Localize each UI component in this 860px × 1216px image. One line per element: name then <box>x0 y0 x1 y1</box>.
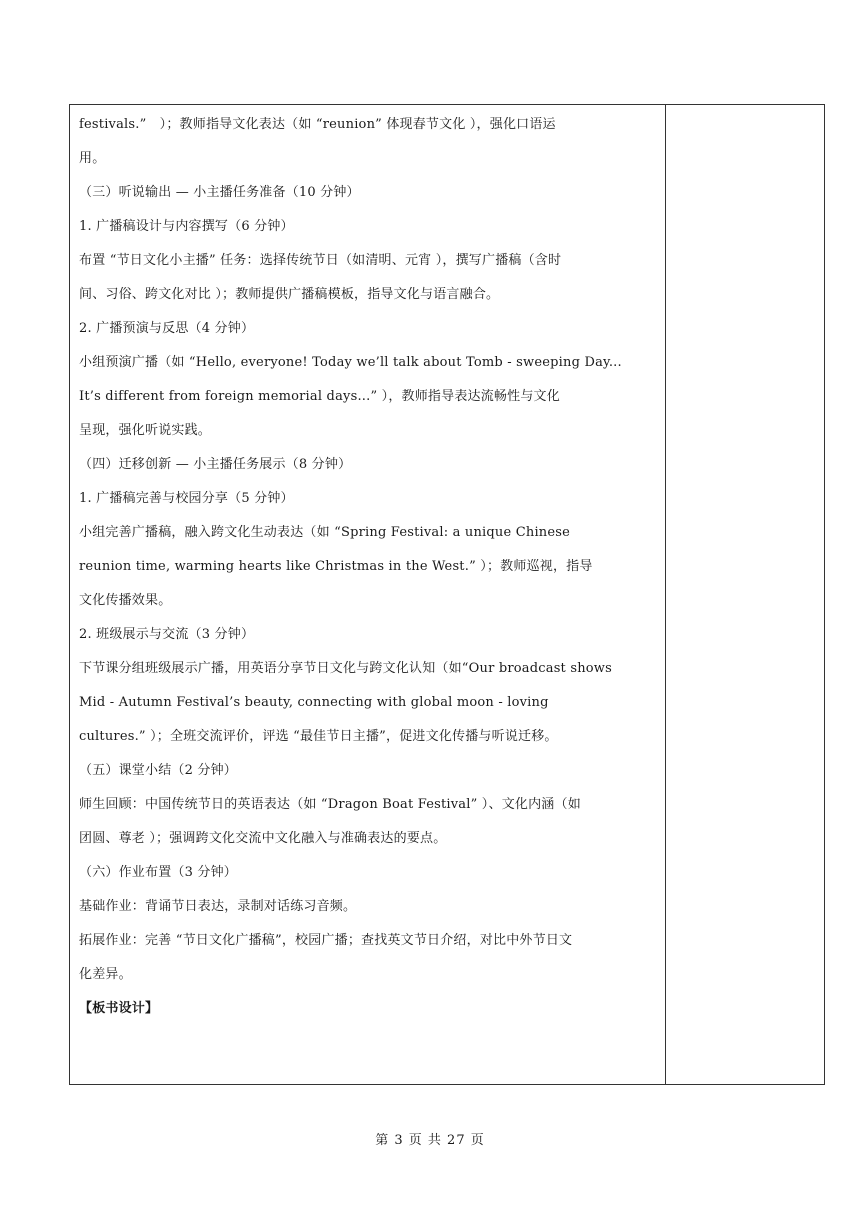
text-line: 用。 <box>79 151 106 166</box>
subsection-heading: 2. 班级展示与交流（3 分钟） <box>79 627 255 642</box>
section-heading: （五）课堂小结（2 分钟） <box>79 763 238 778</box>
section-heading: （四）迁移创新 — 小主播任务展示（8 分钟） <box>79 457 352 472</box>
text-line: 化差异。 <box>79 967 132 982</box>
text-line: 基础作业：背诵节日表达，录制对话练习音频。 <box>79 899 357 914</box>
column-divider <box>665 105 666 1084</box>
board-design-heading: 【板书设计】 <box>79 1001 159 1016</box>
section-heading: （六）作业布置（3 分钟） <box>79 865 238 880</box>
text-line: 师生回顾：中国传统节日的英语表达（如 “Dragon Boat Festival” ）、文化内涵（如 <box>79 797 581 812</box>
text-line: 小组预演广播（如 “Hello, everyone! Today we’ll talk about Tomb - sweeping Day... <box>79 355 622 370</box>
text-line: 布置 “节日文化小主播” 任务：选择传统节日（如清明、元宵 ），撰写广播稿（含时 <box>79 253 562 268</box>
text-line: cultures.” ）；全班交流评价，评选 “最佳节日主播”，促进文化传播与听说迁移。 <box>79 729 558 744</box>
text-line: 拓展作业：完善 “节日文化广播稿”，校园广播；查找英文节日介绍，对比中外节日文 <box>79 933 573 948</box>
text-line: 呈现，强化听说实践。 <box>79 423 212 438</box>
text-line: festivals.” ）；教师指导文化表达（如 “reunion” 体现春节文化 ），强化口语运 <box>79 117 556 132</box>
subsection-heading: 1. 广播稿完善与校园分享（5 分钟） <box>79 491 294 506</box>
text-line: 下节课分组班级展示广播，用英语分享节日文化与跨文化认知（如“Our broadcast shows <box>79 661 612 676</box>
text-line: It’s different from foreign memorial days...” ），教师指导表达流畅性与文化 <box>79 389 560 404</box>
subsection-heading: 2. 广播预演与反思（4 分钟） <box>79 321 255 336</box>
text-line: 间、习俗、跨文化对比 ）；教师提供广播稿模板，指导文化与语言融合。 <box>79 287 500 302</box>
lesson-plan-table <box>69 104 825 1085</box>
text-line: reunion time, warming hearts like Christmas in the West.” ）；教师巡视，指导 <box>79 559 593 574</box>
subsection-heading: 1. 广播稿设计与内容撰写（6 分钟） <box>79 219 294 234</box>
text-line: Mid - Autumn Festival’s beauty, connecting with global moon - loving <box>79 695 549 710</box>
text-line: 文化传播效果。 <box>79 593 172 608</box>
text-line: 小组完善广播稿，融入跨文化生动表达（如 “Spring Festival: a unique Chinese <box>79 525 571 540</box>
section-heading: （三）听说输出 — 小主播任务准备（10 分钟） <box>79 185 360 200</box>
text-line: 团圆、尊老 ）；强调跨文化交流中文化融入与准确表达的要点。 <box>79 831 447 846</box>
page-footer: 第 3 页 共 27 页 <box>375 1133 485 1148</box>
